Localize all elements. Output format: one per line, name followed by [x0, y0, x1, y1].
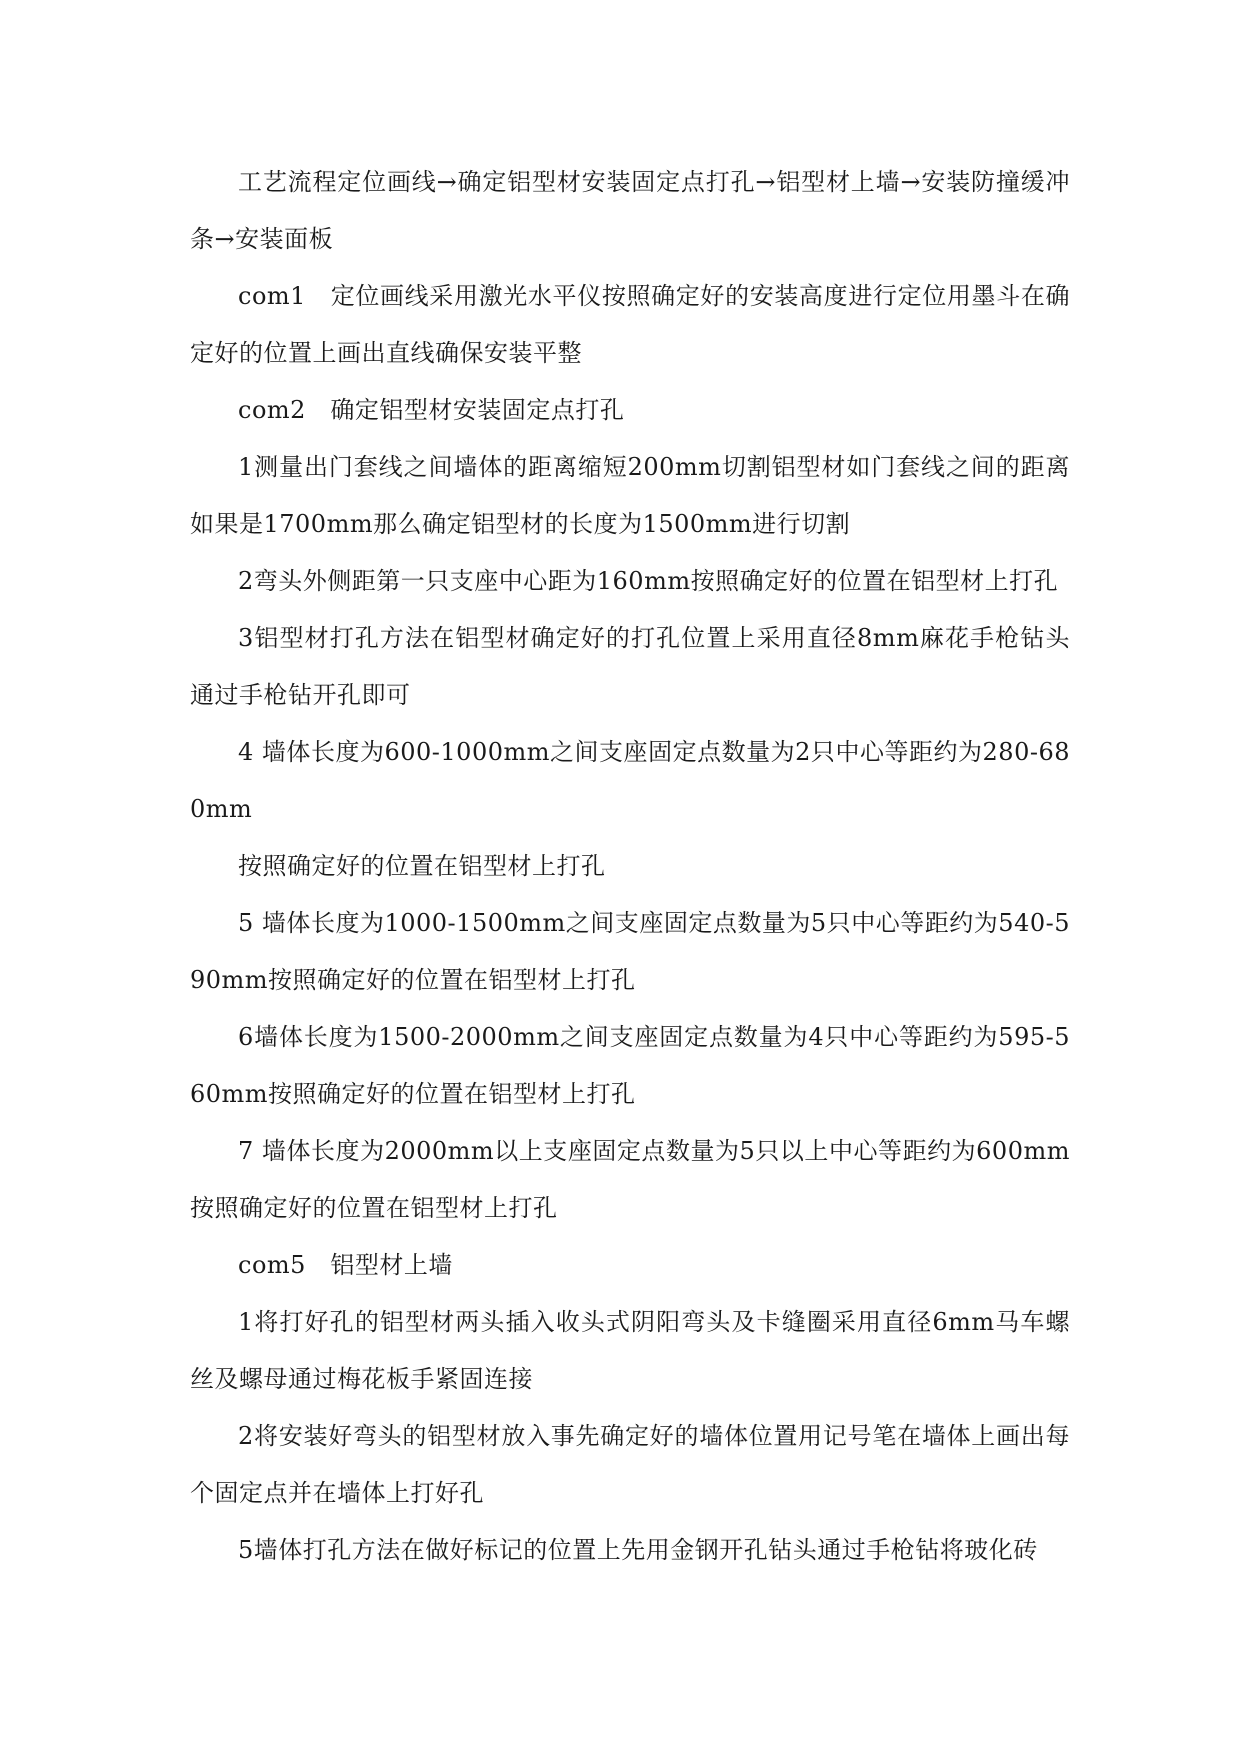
paragraph-step-2: 2弯头外侧距第一只支座中心距为160mm按照确定好的位置在铝型材上打孔: [238, 567, 1059, 595]
paragraph-install-5: 5墙体打孔方法在做好标记的位置上先用金钢开孔钻头通过手枪钻将玻化砖: [238, 1536, 1038, 1564]
paragraph-install-1: 1将打好孔的铝型材两头插入收头式阴阳弯头及卡缝圈采用直径6mm马车螺丝及螺母通过梅花板手紧固连接: [190, 1308, 1070, 1393]
paragraph-process-flow: 工艺流程定位画线→确定铝型材安装固定点打孔→铝型材上墙→安装防撞缓冲条→安装面板: [190, 168, 1070, 253]
paragraph-step-4: 4 墙体长度为600-1000mm之间支座固定点数量为2只中心等距约为280-680mm: [190, 738, 1070, 823]
paragraph-step-3: 3铝型材打孔方法在铝型材确定好的打孔位置上采用直径8mm麻花手枪钻头通过手枪钻开孔即可: [190, 624, 1070, 709]
document-body: [190, 154, 1070, 1579]
paragraph-step-1: 1测量出门套线之间墙体的距离缩短200mm切割铝型材如门套线之间的距离如果是1700mm那么确定铝型材的长度为1500mm进行切割: [190, 453, 1070, 538]
paragraph-step-7: 7 墙体长度为2000mm以上支座固定点数量为5只以上中心等距约为600mm按照确定好的位置在铝型材上打孔: [190, 1137, 1070, 1222]
paragraph-step-4-continued: 按照确定好的位置在铝型材上打孔: [238, 852, 606, 880]
paragraph-step-6: 6墙体长度为1500-2000mm之间支座固定点数量为4只中心等距约为595-560mm按照确定好的位置在铝型材上打孔: [190, 1023, 1070, 1108]
paragraph-com2-heading: com2 确定铝型材安装固定点打孔: [238, 396, 625, 424]
paragraph-com5-heading: com5 铝型材上墙: [238, 1251, 453, 1279]
paragraph-step-5: 5 墙体长度为1000-1500mm之间支座固定点数量为5只中心等距约为540-590mm按照确定好的位置在铝型材上打孔: [190, 909, 1070, 994]
paragraph-install-2: 2将安装好弯头的铝型材放入事先确定好的墙体位置用记号笔在墙体上画出每个固定点并在墙体上打好孔: [190, 1422, 1070, 1507]
paragraph-com1: com1 定位画线采用激光水平仪按照确定好的安装高度进行定位用墨斗在确定好的位置上画出直线确保安装平整: [190, 282, 1070, 367]
